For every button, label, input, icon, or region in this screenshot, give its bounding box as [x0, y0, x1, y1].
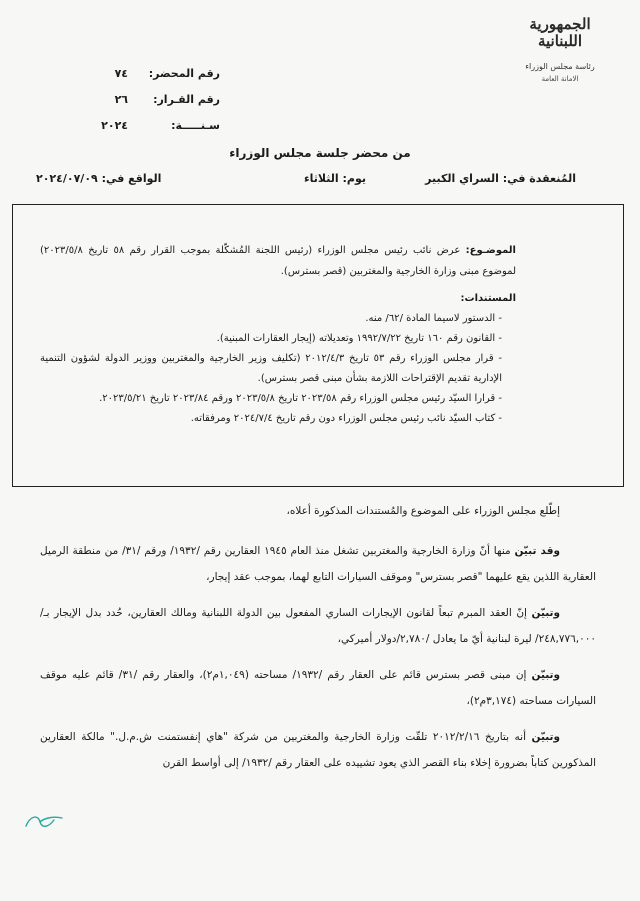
- minute-number-label: رقم المحضر:: [148, 67, 220, 80]
- finding-lead: وقد تبيّن: [514, 545, 561, 557]
- session-venue: المُنعقدة في: السراي الكبير: [425, 172, 576, 185]
- finding-text: إن مبنى قصر بسترس قائم على العقار رقم /١٩٣٢/ مساحته (١,٠٤٩م٢)، والعقار رقم /٣١/ قائم عليه موقف السيارات مساحته (٣,١٧٤م٢)،: [40, 669, 596, 707]
- documents-list: [40, 309, 516, 429]
- year-label: سـنـــــة:: [171, 119, 220, 132]
- documents-label: المستندات:: [460, 293, 516, 304]
- minute-number-value: ٧٤: [114, 67, 128, 80]
- minute-number-row: [60, 64, 220, 90]
- subject-box-content: [40, 240, 516, 429]
- minute-body: [40, 498, 596, 786]
- document-item: - قرارا السيّد رئيس مجلس الوزراء رقم ٢٠٢٣/٥٨ تاريخ ٢٠٢٣/٥/٨ ورقم ٢٠٢٣/٨٤ تاريخ ٢٠٢٣/٥/٢١.: [99, 393, 502, 404]
- emblem-line-lebanese: اللبنانية: [537, 32, 583, 50]
- intro-paragraph: إطّلع مجلس الوزراء على الموضوع والمُستندات المذكورة أعلاه،: [286, 505, 560, 517]
- session-info: [36, 172, 576, 192]
- subject-paragraph: [40, 240, 516, 282]
- subject-text: عرض نائب رئيس مجلس الوزراء (رئيس اللجنة المُشكّلة بموجب القرار رقم ٥٨ تاريخ ٢٠٢٣/٥/٨) لموضوع مبنى وزارة الخارجية والمغتربين (قصر بسترس).: [40, 245, 516, 277]
- emblem-line-secretariat: الامانة العامة: [541, 75, 579, 83]
- finding-paragraph-2: [40, 600, 596, 652]
- finding-lead: وتبيّن: [531, 607, 560, 619]
- document-item: - قرار مجلس الوزراء رقم ٥٣ تاريخ ٢٠١٢/٤/٣ (تكليف وزير الخارجية والمغتربين ووزير الدولة لشؤون التنمية الإدارية تقديم الإقتراحات اللازمة بشأن مبنى قصر بسترس).: [40, 353, 502, 384]
- initials-signature: [24, 808, 64, 834]
- finding-paragraph-3: [40, 662, 596, 714]
- year-value: ٢٠٢٤: [101, 119, 128, 132]
- year-row: [60, 116, 220, 142]
- minute-metadata: [60, 64, 220, 142]
- finding-paragraph-4: [40, 724, 596, 776]
- session-date: الواقع في: ٢٠٢٤/٠٧/٠٩: [36, 172, 162, 185]
- documents-section: [40, 288, 516, 429]
- emblem-line-republic: الجمهورية: [529, 15, 591, 33]
- decision-number-value: ٢٦: [114, 93, 128, 106]
- document-item: - القانون رقم ١٦٠ تاريخ ١٩٩٢/٧/٢٢ وتعديلاته (إيجار العقارات المبنية).: [216, 333, 502, 344]
- document-item: - كتاب السيّد نائب رئيس مجلس الوزراء دون رقم تاريخ ٢٠٢٤/٧/٤ ومرفقاته.: [190, 413, 502, 424]
- finding-paragraph-1: [40, 538, 596, 590]
- finding-lead: وتبيّن: [531, 731, 560, 743]
- decision-number-row: [60, 90, 220, 116]
- document-item: - الدستور لاسيما المادة /٦٢/ منه.: [365, 313, 502, 324]
- decision-number-label: رقم القـرار:: [153, 93, 220, 106]
- finding-text: أنه بتاريخ ٢٠١٢/٢/١٦ تلقّت وزارة الخارجية والمغتربين من شركة "هاي إنفستمنت ش.م.ل." مالكة العقارين المذكورين كتاباً بضرورة إخلاء بناء القصر الذي يعود تشييده على العقار رقم /١٩٣٢/ إلى أواسط القرن: [40, 731, 596, 769]
- subject-label: الموضـوع:: [465, 245, 516, 256]
- emblem-line-presidency: رئاسة مجلس الوزراء: [525, 62, 595, 71]
- finding-text: منها أنّ وزارة الخارجية والمغتربين تشغل منذ العام ١٩٤٥ العقارين رقم /١٩٣٢/ ورقم /٣١/ من منطقة الرميل العقارية اللذين يقع عليهما "قصر بسترس" وموقف السيارات التابع لهما، بموجب عقد إيجار،: [40, 545, 596, 583]
- letterhead-emblem: [514, 16, 606, 83]
- finding-lead: وتبيّن: [531, 669, 561, 681]
- session-day: يوم: الثلاثاء: [304, 172, 366, 185]
- document-title: من محضر جلسة مجلس الوزراء: [229, 146, 411, 160]
- finding-text: إنّ العقد المبرم تبعاً لقانون الإيجارات الساري المفعول بين الدولة اللبنانية ومالك العقارين، حُدد بدل الإيجار بـ/٢٤٨,٧٧٦,٠٠٠/ ليرة لبنانية أيّ ما يعادل /٢,٧٨٠/دولار أميركي،: [40, 607, 596, 645]
